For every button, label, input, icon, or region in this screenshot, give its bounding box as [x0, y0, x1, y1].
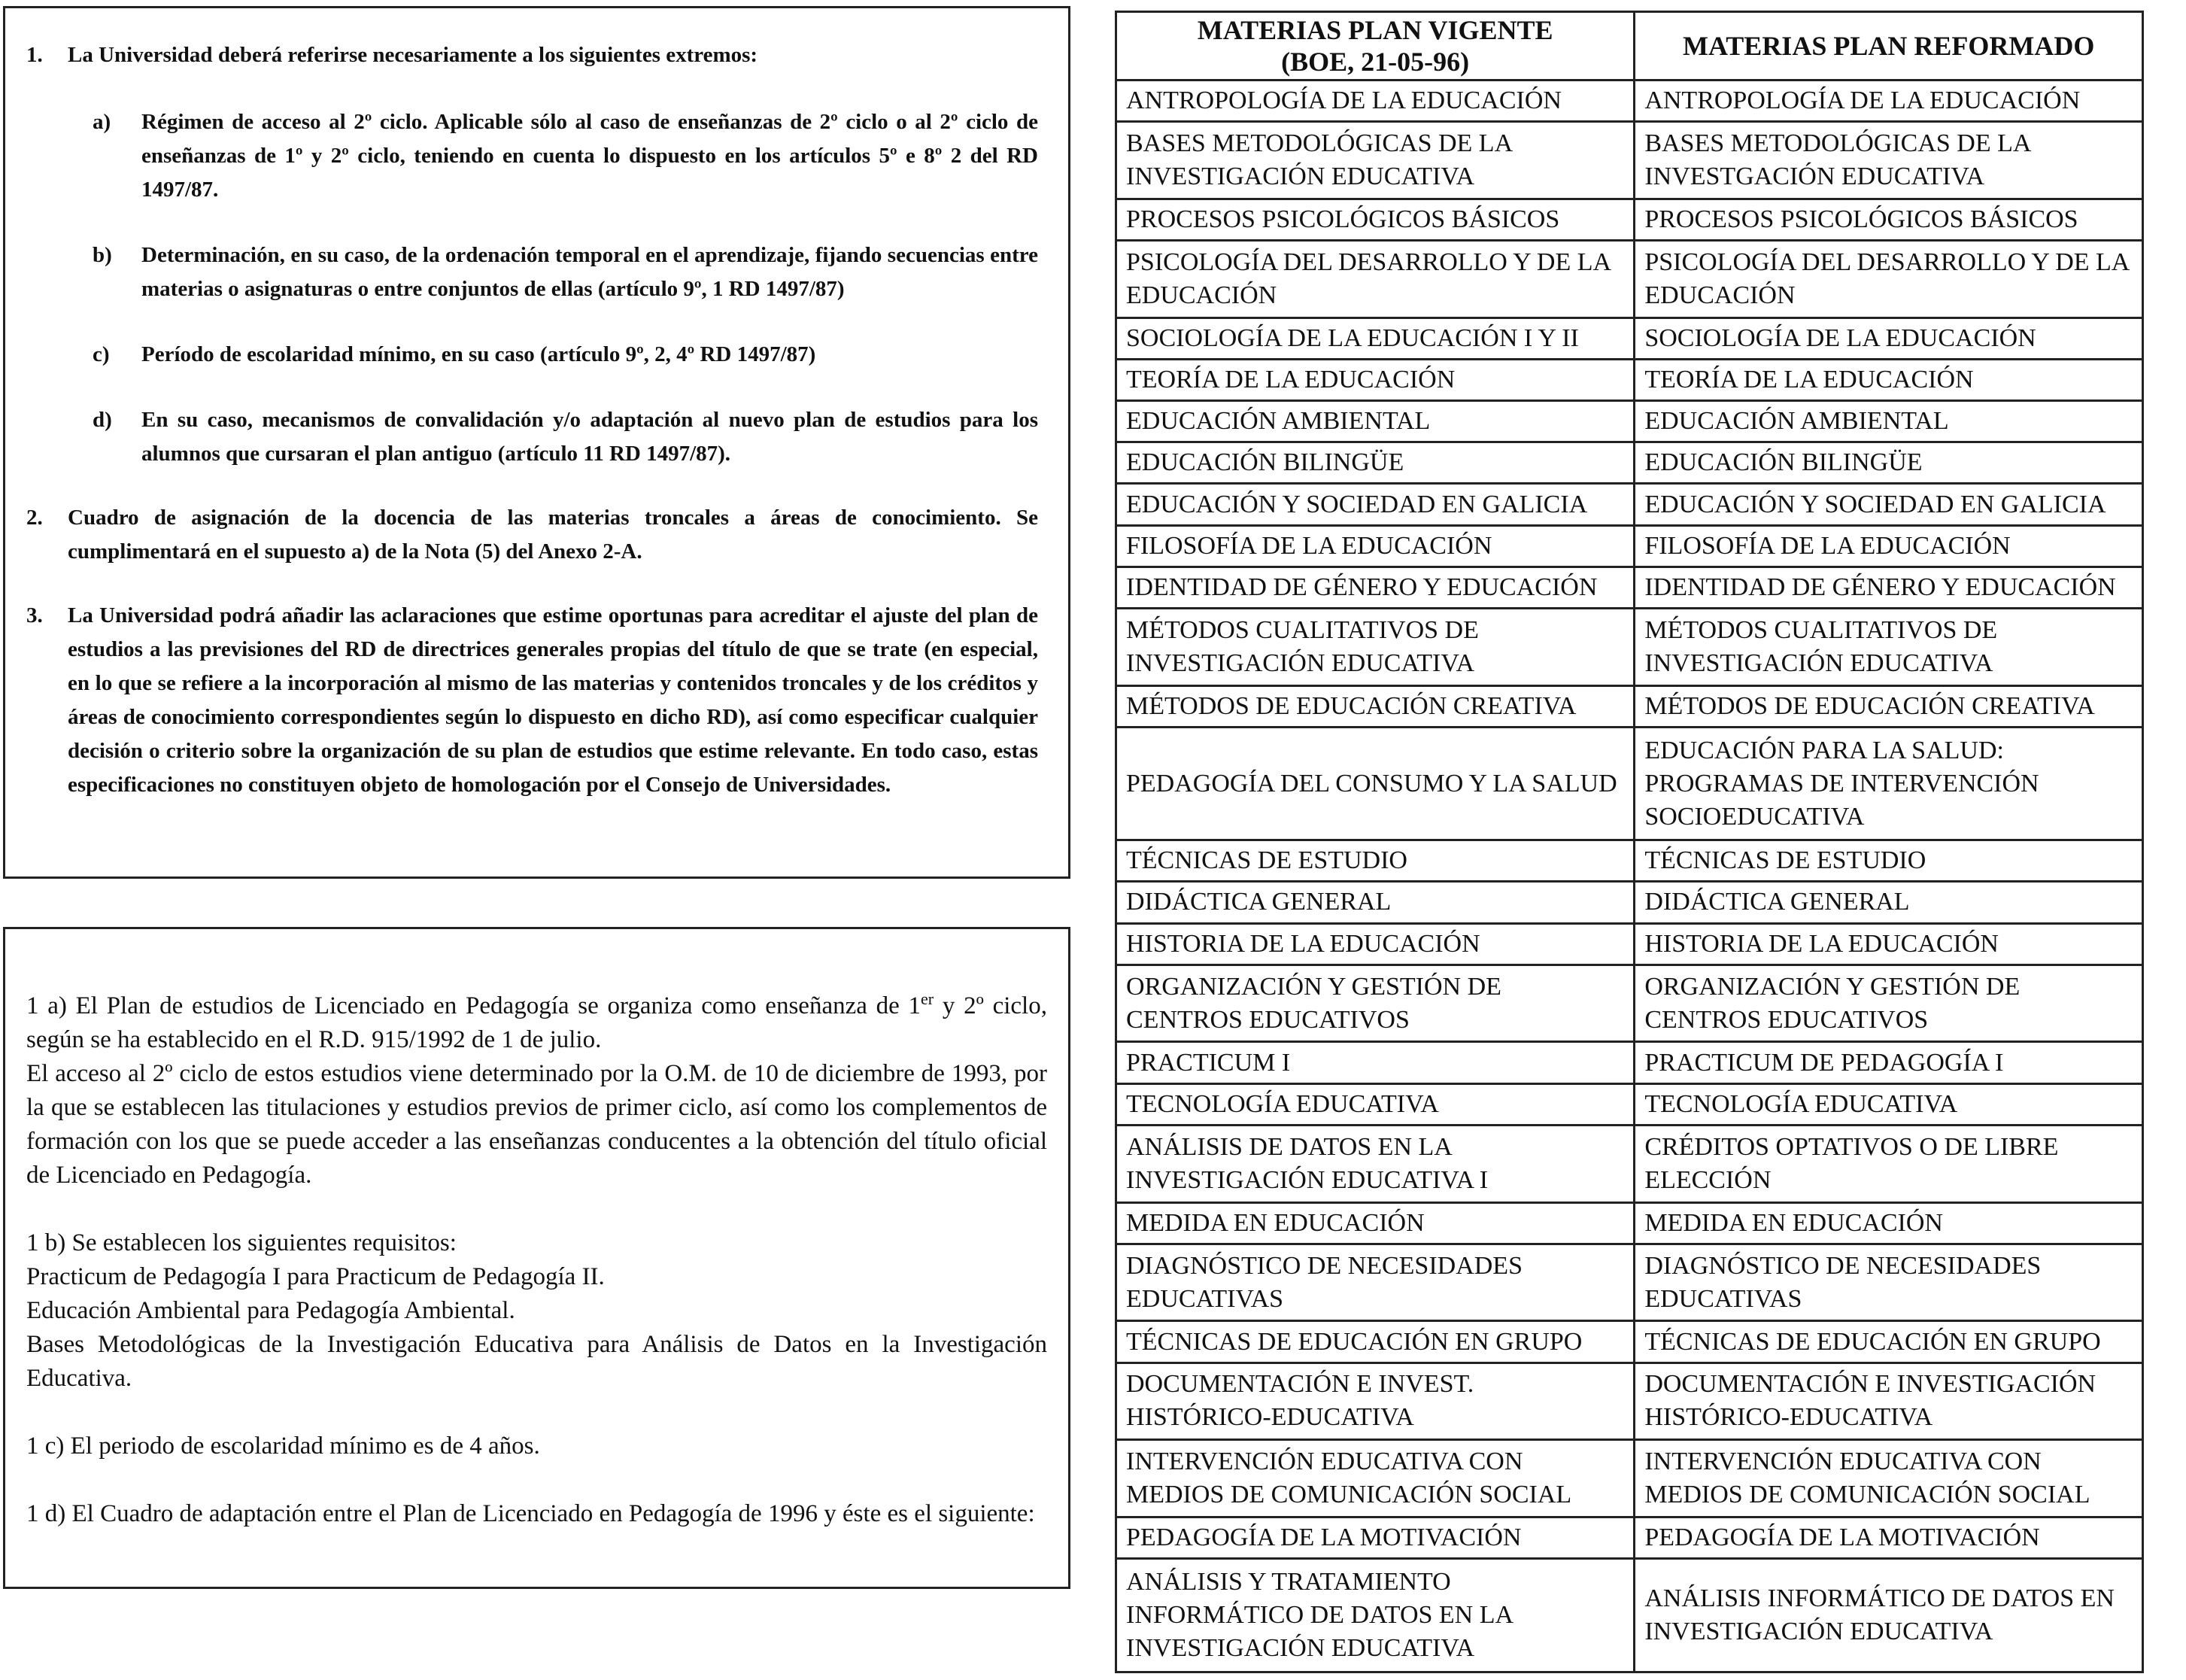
instruction-item-1 — [26, 38, 1038, 471]
table-row — [1116, 484, 2143, 525]
table-row — [1116, 241, 2143, 318]
instruction-item-2 — [26, 501, 1038, 569]
current-plan-subject: DIAGNÓSTICO DE NECESIDADES EDUCATIVAS — [1116, 1244, 1635, 1321]
instructions-list — [26, 38, 1038, 802]
table-row — [1116, 1042, 2143, 1083]
current-plan-subject: MÉTODOS CUALITATIVOS DE INVESTIGACIÓN EDUCATIVA — [1116, 608, 1635, 685]
current-plan-subject: DIDÁCTICA GENERAL — [1116, 882, 1635, 923]
current-plan-subject: ANÁLISIS DE DATOS EN LA INVESTIGACIÓN EDUCATIVA I — [1116, 1125, 1635, 1202]
instructions-box — [3, 6, 1070, 879]
paragraph-1c: 1 c) El periodo de escolaridad mínimo es de 4 años. — [26, 1432, 540, 1460]
current-plan-subject: ANÁLISIS Y TRATAMIENTO INFORMÁTICO DE DATOS EN LA INVESTIGACIÓN EDUCATIVA — [1116, 1559, 1635, 1672]
reformed-plan-subject: IDENTIDAD DE GÉNERO Y EDUCACIÓN — [1635, 567, 2143, 608]
instruction-number: 2. — [26, 506, 43, 530]
current-plan-subject: TÉCNICAS DE ESTUDIO — [1116, 840, 1635, 882]
current-plan-subject: DOCUMENTACIÓN E INVEST. HISTÓRICO-EDUCATIVA — [1116, 1363, 1635, 1440]
table-row — [1116, 567, 2143, 608]
reformed-plan-subject: MEDIDA EN EDUCACIÓN — [1635, 1202, 2143, 1244]
current-plan-subject: PSICOLOGÍA DEL DESARROLLO Y DE LA EDUCACIÓN — [1116, 241, 1635, 318]
table-row — [1116, 965, 2143, 1042]
table-row — [1116, 727, 2143, 840]
current-plan-subject: INTERVENCIÓN EDUCATIVA CON MEDIOS DE COMUNICACIÓN SOCIAL — [1116, 1440, 1635, 1517]
reformed-plan-subject: ANÁLISIS INFORMÁTICO DE DATOS EN INVESTIGACIÓN EDUCATIVA — [1635, 1559, 2143, 1672]
reformed-plan-subject: PSICOLOGÍA DEL DESARROLLO Y DE LA EDUCACIÓN — [1635, 241, 2143, 318]
reformed-plan-subject: HISTORIA DE LA EDUCACIÓN — [1635, 923, 2143, 965]
reformed-plan-subject: TEORÍA DE LA EDUCACIÓN — [1635, 360, 2143, 401]
instruction-item-3 — [26, 599, 1038, 802]
reformed-plan-subject: DIDÁCTICA GENERAL — [1635, 882, 2143, 923]
paragraph-1a-access: El acceso al 2º ciclo de estos estudios viene determinado por la O.M. de 10 de diciembre de 1993, por la que se establecen las titulaciones y estudios previos de primer ciclo, así como los complementos de formación con los que se puede acceder a las enseñanzas conducentes a la obtención del título oficial de Licenciado en Pedagogía. — [26, 1060, 1047, 1189]
table-row — [1116, 1244, 2143, 1321]
header-reformed-plan: MATERIAS PLAN REFORMADO — [1635, 12, 2143, 81]
current-plan-subject: MEDIDA EN EDUCACIÓN — [1116, 1202, 1635, 1244]
superscript-er: er — [921, 989, 934, 1008]
table-row — [1116, 1202, 2143, 1244]
reformed-plan-subject: EDUCACIÓN BILINGÜE — [1635, 442, 2143, 484]
table-row — [1116, 1363, 2143, 1440]
requirement-line: Educación Ambiental para Pedagogía Ambiental. — [26, 1297, 515, 1324]
reformed-plan-subject: PRACTICUM DE PEDAGOGÍA I — [1635, 1042, 2143, 1083]
table-row — [1116, 199, 2143, 240]
table-body — [1116, 81, 2143, 1672]
current-plan-subject: ORGANIZACIÓN Y GESTIÓN DE CENTROS EDUCATIVOS — [1116, 965, 1635, 1042]
requirement-line: Practicum de Pedagogía I para Practicum de Pedagogía II. — [26, 1263, 605, 1290]
header-current-plan-line2: (BOE, 21-05-96) — [1281, 47, 1470, 77]
reformed-plan-subject: MÉTODOS DE EDUCACIÓN CREATIVA — [1635, 685, 2143, 727]
current-plan-subject: EDUCACIÓN Y SOCIEDAD EN GALICIA — [1116, 484, 1635, 525]
reformed-plan-subject: BASES METODOLÓGICAS DE LA INVESTGACIÓN EDUCATIVA — [1635, 122, 2143, 199]
current-plan-subject: EDUCACIÓN BILINGÜE — [1116, 442, 1635, 484]
reformed-plan-subject: CRÉDITOS OPTATIVOS O DE LIBRE ELECCIÓN — [1635, 1125, 2143, 1202]
table-row — [1116, 923, 2143, 965]
sub-item-c — [68, 338, 1038, 372]
instruction-text: La Universidad podrá añadir las aclaraciones que estime oportunas para acreditar el ajuste del plan de estudios a las previsiones del RD de directrices generales propias del título de que se trate (en especial, en lo que se refiere a la incorporación al mismo de las materias y contenidos troncales y de los créditos y áreas de conocimiento correspondientes según lo dispuesto en dicho RD), así como especificar cualquier decisión o criterio sobre la organización de su plan de estudios que estime relevante. En todo caso, estas especificaciones no constituyen objeto de homologación por el Consejo de Universidades. — [68, 603, 1038, 797]
reformed-plan-subject: PROCESOS PSICOLÓGICOS BÁSICOS — [1635, 199, 2143, 240]
reformed-plan-subject: ANTROPOLOGÍA DE LA EDUCACIÓN — [1635, 81, 2143, 122]
sub-item-b — [68, 238, 1038, 306]
reformed-plan-subject: INTERVENCIÓN EDUCATIVA CON MEDIOS DE COMUNICACIÓN SOCIAL — [1635, 1440, 2143, 1517]
reformed-plan-subject: EDUCACIÓN PARA LA SALUD: PROGRAMAS DE INTERVENCIÓN SOCIOEDUCATIVA — [1635, 727, 2143, 840]
requirement-line: Bases Metodológicas de la Investigación Educativa para Análisis de Datos en la Investigación Educativa. — [26, 1331, 1047, 1392]
paragraph-1d: 1 d) El Cuadro de adaptación entre el Plan de Licenciado en Pedagogía de 1996 y éste es el siguiente: — [26, 1500, 1035, 1527]
reformed-plan-subject: MÉTODOS CUALITATIVOS DE INVESTIGACIÓN EDUCATIVA — [1635, 608, 2143, 685]
sub-item-a — [68, 105, 1038, 207]
instruction-text: Cuadro de asignación de la docencia de las materias troncales a áreas de conocimiento. Se cumplimentará en el supuesto a) de la Nota (5) del Anexo 2-A. — [68, 506, 1038, 564]
table-row — [1116, 685, 2143, 727]
table-row — [1116, 360, 2143, 401]
current-plan-subject: MÉTODOS DE EDUCACIÓN CREATIVA — [1116, 685, 1635, 727]
reformed-plan-subject: PEDAGOGÍA DE LA MOTIVACIÓN — [1635, 1517, 2143, 1559]
current-plan-subject: EDUCACIÓN AMBIENTAL — [1116, 401, 1635, 442]
current-plan-subject: TEORÍA DE LA EDUCACIÓN — [1116, 360, 1635, 401]
current-plan-subject: TECNOLOGÍA EDUCATIVA — [1116, 1083, 1635, 1125]
paragraph-1b — [26, 1226, 1047, 1396]
sub-item-d — [68, 403, 1038, 471]
instruction-sublist — [68, 105, 1038, 471]
table-row — [1116, 1440, 2143, 1517]
paragraph-1a-text-end: y 2º ciclo, según se ha establecido en el R.D. 915/1992 de 1 de julio. — [26, 992, 1047, 1053]
table-row — [1116, 1517, 2143, 1559]
current-plan-subject: FILOSOFÍA DE LA EDUCACIÓN — [1116, 525, 1635, 567]
table-row — [1116, 1083, 2143, 1125]
current-plan-subject: ANTROPOLOGÍA DE LA EDUCACIÓN — [1116, 81, 1635, 122]
reformed-plan-subject: SOCIOLOGÍA DE LA EDUCACIÓN — [1635, 317, 2143, 359]
table-row — [1116, 317, 2143, 359]
instruction-number: 1. — [26, 43, 43, 67]
current-plan-subject: TÉCNICAS DE EDUCACIÓN EN GRUPO — [1116, 1321, 1635, 1363]
table-row — [1116, 122, 2143, 199]
sub-item-text: En su caso, mecanismos de convalidación y/o adaptación al nuevo plan de estudios para los alumnos que cursaran el plan antiguo (artículo 11 RD 1497/87). — [141, 408, 1038, 466]
current-plan-subject: HISTORIA DE LA EDUCACIÓN — [1116, 923, 1635, 965]
header-current-plan-line1: MATERIAS PLAN VIGENTE — [1197, 15, 1553, 45]
sub-item-text: Determinación, en su caso, de la ordenación temporal en el aprendizaje, fijando secuencias entre materias o asignaturas o entre conjuntos de ellas (artículo 9º, 1 RD 1497/87) — [141, 243, 1038, 301]
table-header-row — [1116, 12, 2143, 81]
table-row — [1116, 608, 2143, 685]
table-row — [1116, 1321, 2143, 1363]
table-row — [1116, 1559, 2143, 1672]
current-plan-subject: PEDAGOGÍA DE LA MOTIVACIÓN — [1116, 1517, 1635, 1559]
table-row — [1116, 840, 2143, 882]
reformed-plan-subject: FILOSOFÍA DE LA EDUCACIÓN — [1635, 525, 2143, 567]
reformed-plan-subject: DOCUMENTACIÓN E INVESTIGACIÓN HISTÓRICO-EDUCATIVA — [1635, 1363, 2143, 1440]
current-plan-subject: PRACTICUM I — [1116, 1042, 1635, 1083]
current-plan-subject: SOCIOLOGÍA DE LA EDUCACIÓN I Y II — [1116, 317, 1635, 359]
plan-description-box — [3, 927, 1070, 1589]
reformed-plan-subject: TECNOLOGÍA EDUCATIVA — [1635, 1083, 2143, 1125]
current-plan-subject: PROCESOS PSICOLÓGICOS BÁSICOS — [1116, 199, 1635, 240]
paragraph-1a — [26, 982, 1047, 1192]
sub-item-letter: c) — [93, 342, 110, 366]
sub-item-letter: d) — [93, 408, 112, 432]
adaptation-table-wrapper — [1115, 11, 2144, 1673]
current-plan-subject: IDENTIDAD DE GÉNERO Y EDUCACIÓN — [1116, 567, 1635, 608]
table-row — [1116, 882, 2143, 923]
adaptation-table — [1115, 11, 2144, 1673]
reformed-plan-subject: EDUCACIÓN Y SOCIEDAD EN GALICIA — [1635, 484, 2143, 525]
reformed-plan-subject: EDUCACIÓN AMBIENTAL — [1635, 401, 2143, 442]
reformed-plan-subject: ORGANIZACIÓN Y GESTIÓN DE CENTROS EDUCATIVOS — [1635, 965, 2143, 1042]
paragraph-1b-title: 1 b) Se establecen los siguientes requisitos: — [26, 1229, 457, 1256]
paragraph-1a-text: 1 a) El Plan de estudios de Licenciado en Pedagogía se organiza como enseñanza de 1 — [26, 992, 921, 1019]
sub-item-letter: a) — [93, 110, 111, 134]
instruction-number: 3. — [26, 603, 43, 627]
table-row — [1116, 1125, 2143, 1202]
reformed-plan-subject: TÉCNICAS DE EDUCACIÓN EN GRUPO — [1635, 1321, 2143, 1363]
instruction-text: La Universidad deberá referirse necesariamente a los siguientes extremos: — [68, 43, 758, 67]
reformed-plan-subject: DIAGNÓSTICO DE NECESIDADES EDUCATIVAS — [1635, 1244, 2143, 1321]
table-row — [1116, 401, 2143, 442]
table-row — [1116, 81, 2143, 122]
header-current-plan — [1116, 12, 1635, 81]
reformed-plan-subject: TÉCNICAS DE ESTUDIO — [1635, 840, 2143, 882]
sub-item-text: Régimen de acceso al 2º ciclo. Aplicable sólo al caso de enseñanzas de 2º ciclo o al 2º ciclo de enseñanzas de 1º y 2º ciclo, teniendo en cuenta lo dispuesto en los artículos 5º e 8º 2 del RD 1497/87. — [141, 110, 1038, 202]
table-row — [1116, 442, 2143, 484]
sub-item-text: Período de escolaridad mínimo, en su caso (artículo 9º, 2, 4º RD 1497/87) — [141, 342, 816, 366]
sub-item-letter: b) — [93, 243, 112, 267]
table-row — [1116, 525, 2143, 567]
current-plan-subject: BASES METODOLÓGICAS DE LA INVESTIGACIÓN EDUCATIVA — [1116, 122, 1635, 199]
current-plan-subject: PEDAGOGÍA DEL CONSUMO Y LA SALUD — [1116, 727, 1635, 840]
